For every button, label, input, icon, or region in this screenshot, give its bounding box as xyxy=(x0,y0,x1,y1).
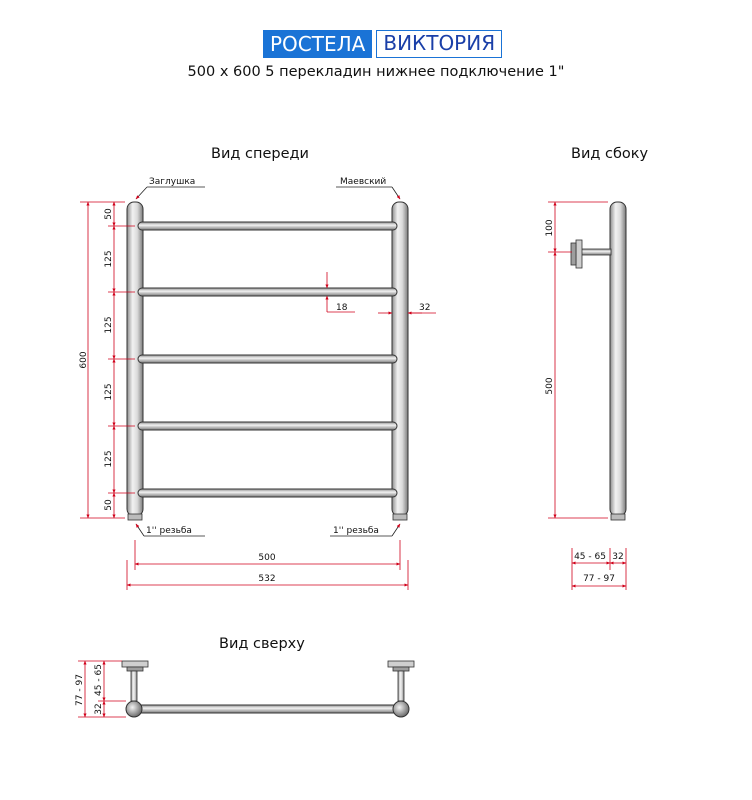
dim-top-offset: 45 - 65 xyxy=(94,664,104,696)
dim-rung-diameter: 18 xyxy=(336,303,348,313)
side-bracket-plate xyxy=(576,240,582,268)
dim-side-offset: 45 - 65 xyxy=(574,552,606,562)
top-left-base xyxy=(127,667,143,671)
dim-side-depth: 77 - 97 xyxy=(583,574,615,584)
top-rung xyxy=(135,705,401,713)
side-thread xyxy=(611,514,625,520)
thread-left-label: 1'' резьба xyxy=(146,526,192,536)
model-name: ВИКТОРИЯ xyxy=(376,30,502,58)
dim-pipe-diameter: 32 xyxy=(419,303,431,313)
dim-center-width: 500 xyxy=(258,553,276,563)
product-subtitle: 500 х 600 5 перекладин нижнее подключение 1" xyxy=(187,64,565,80)
dim-side-top: 100 xyxy=(545,219,555,237)
top-left-pipe xyxy=(126,701,142,717)
valve-label: Маевский xyxy=(340,177,387,187)
thread-right-label: 1'' резьба xyxy=(333,526,379,536)
dim-top-offset: 50 xyxy=(104,208,114,220)
rungs xyxy=(138,222,397,497)
top-right-pipe xyxy=(393,701,409,717)
top-view-title: Вид сверху xyxy=(219,636,305,652)
dim-total-height: 600 xyxy=(79,351,89,369)
dim-top-depth: 77 - 97 xyxy=(75,674,85,706)
plug-label: Заглушка xyxy=(149,177,196,187)
side-bracket-base xyxy=(571,243,576,265)
rung xyxy=(138,489,397,497)
dim-total-width: 532 xyxy=(258,574,276,584)
dim-spacing: 125 xyxy=(104,316,114,334)
top-right-plate xyxy=(388,661,414,667)
side-view-title: Вид сбоку xyxy=(571,146,649,162)
dim-spacing: 125 xyxy=(104,383,114,401)
dim-spacing: 125 xyxy=(104,450,114,468)
side-upright xyxy=(610,202,626,516)
dim-bottom-offset: 50 xyxy=(104,499,114,511)
brand-name: РОСТЕЛА xyxy=(263,30,372,58)
dim-side-pipe: 32 xyxy=(612,552,624,562)
rung xyxy=(138,288,397,296)
front-view-title: Вид спереди xyxy=(211,146,309,162)
top-left-arm xyxy=(131,671,137,701)
left-thread xyxy=(128,514,142,520)
rung xyxy=(138,222,397,230)
top-right-base xyxy=(393,667,409,671)
right-thread xyxy=(393,514,407,520)
top-left-plate xyxy=(122,661,148,667)
dim-side-height: 500 xyxy=(545,377,555,395)
side-bracket-arm xyxy=(581,249,611,255)
rung xyxy=(138,422,397,430)
dim-top-pipe: 32 xyxy=(94,703,104,715)
dim-spacing: 125 xyxy=(104,250,114,268)
rung xyxy=(138,355,397,363)
top-right-arm xyxy=(398,671,404,701)
